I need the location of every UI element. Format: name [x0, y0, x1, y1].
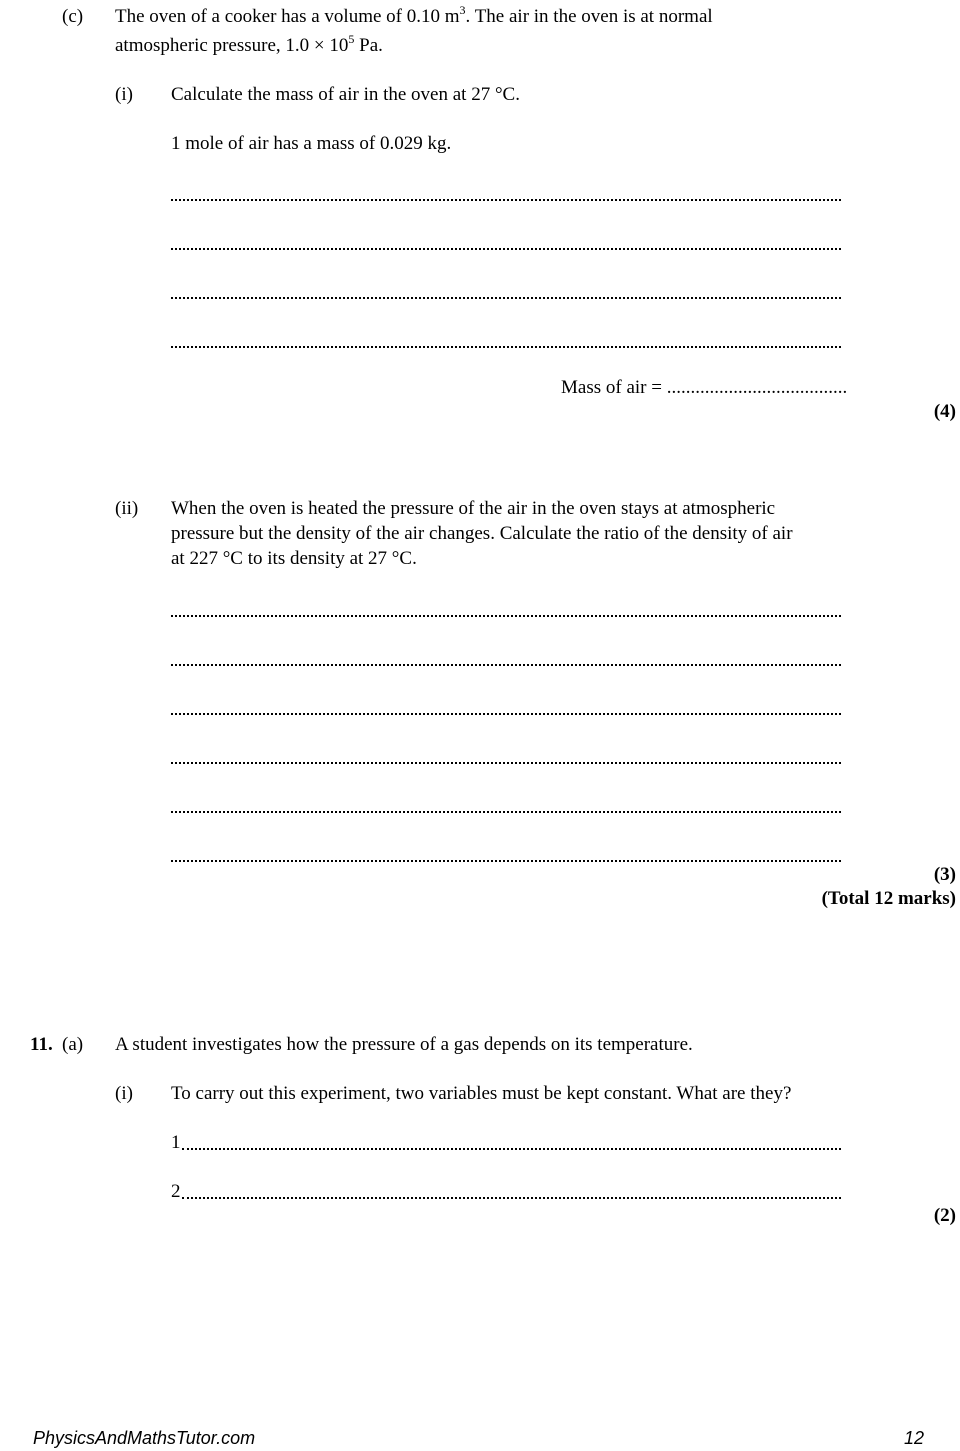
answer-line[interactable]: [171, 613, 841, 617]
part-c-ii-line-1: When the oven is heated the pressure of the air in the oven stays at atmospheric: [171, 498, 776, 519]
part-c-label: (c): [62, 6, 84, 27]
answer-line[interactable]: [171, 760, 841, 764]
answer-line[interactable]: [171, 711, 841, 715]
part-c-i-question: Calculate the mass of air in the oven at 27 °C.: [171, 84, 520, 105]
total-marks: (Total 12 marks): [821, 888, 956, 909]
marks-2: (2): [933, 1205, 956, 1226]
answer-line[interactable]: [171, 197, 841, 201]
variable-2-label: 2: [171, 1181, 181, 1202]
part-a-i-label: (i): [115, 1083, 133, 1104]
answer-line[interactable]: [171, 809, 841, 813]
footer-site: PhysicsAndMathsTutor.com: [33, 1428, 256, 1448]
variable-1-field[interactable]: [182, 1146, 841, 1150]
variable-1-label: 1: [171, 1132, 181, 1153]
marks-4: (4): [933, 401, 956, 422]
part-c-line-2: atmospheric pressure, $1.0 \times 10^5$ Pa.: [115, 31, 383, 56]
part-a-text: A student investigates how the pressure of a gas depends on its temperature.: [115, 1034, 693, 1055]
page-number: 12: [903, 1428, 924, 1448]
part-c-i-given: 1 mole of air has a mass of 0.029 kg.: [171, 133, 452, 154]
part-a-i-question: To carry out this experiment, two variables must be kept constant. What are they?: [171, 1083, 792, 1104]
part-c-line-1: The oven of a cooker has a volume of 0.10 $m^3$. The air in the oven is at normal: [115, 2, 713, 27]
variable-2-field[interactable]: [182, 1195, 841, 1199]
question-11-number: 11.: [30, 1034, 53, 1055]
part-c-ii-label: (ii): [115, 498, 139, 519]
part-a-label: (a): [62, 1034, 84, 1055]
marks-3: (3): [933, 864, 956, 885]
part-c-ii-line-2: pressure but the density of the air changes. Calculate the ratio of the density of air: [171, 523, 793, 544]
mass-answer-field[interactable]: Mass of air = ......................................: [561, 377, 848, 398]
answer-line[interactable]: [171, 246, 841, 250]
answer-line[interactable]: [171, 858, 841, 862]
answer-line[interactable]: [171, 344, 841, 348]
part-c-i-label: (i): [115, 84, 133, 105]
answer-line[interactable]: [171, 295, 841, 299]
part-c-ii-line-3: at 227 °C to its density at 27 °C.: [171, 548, 417, 569]
answer-line[interactable]: [171, 662, 841, 666]
